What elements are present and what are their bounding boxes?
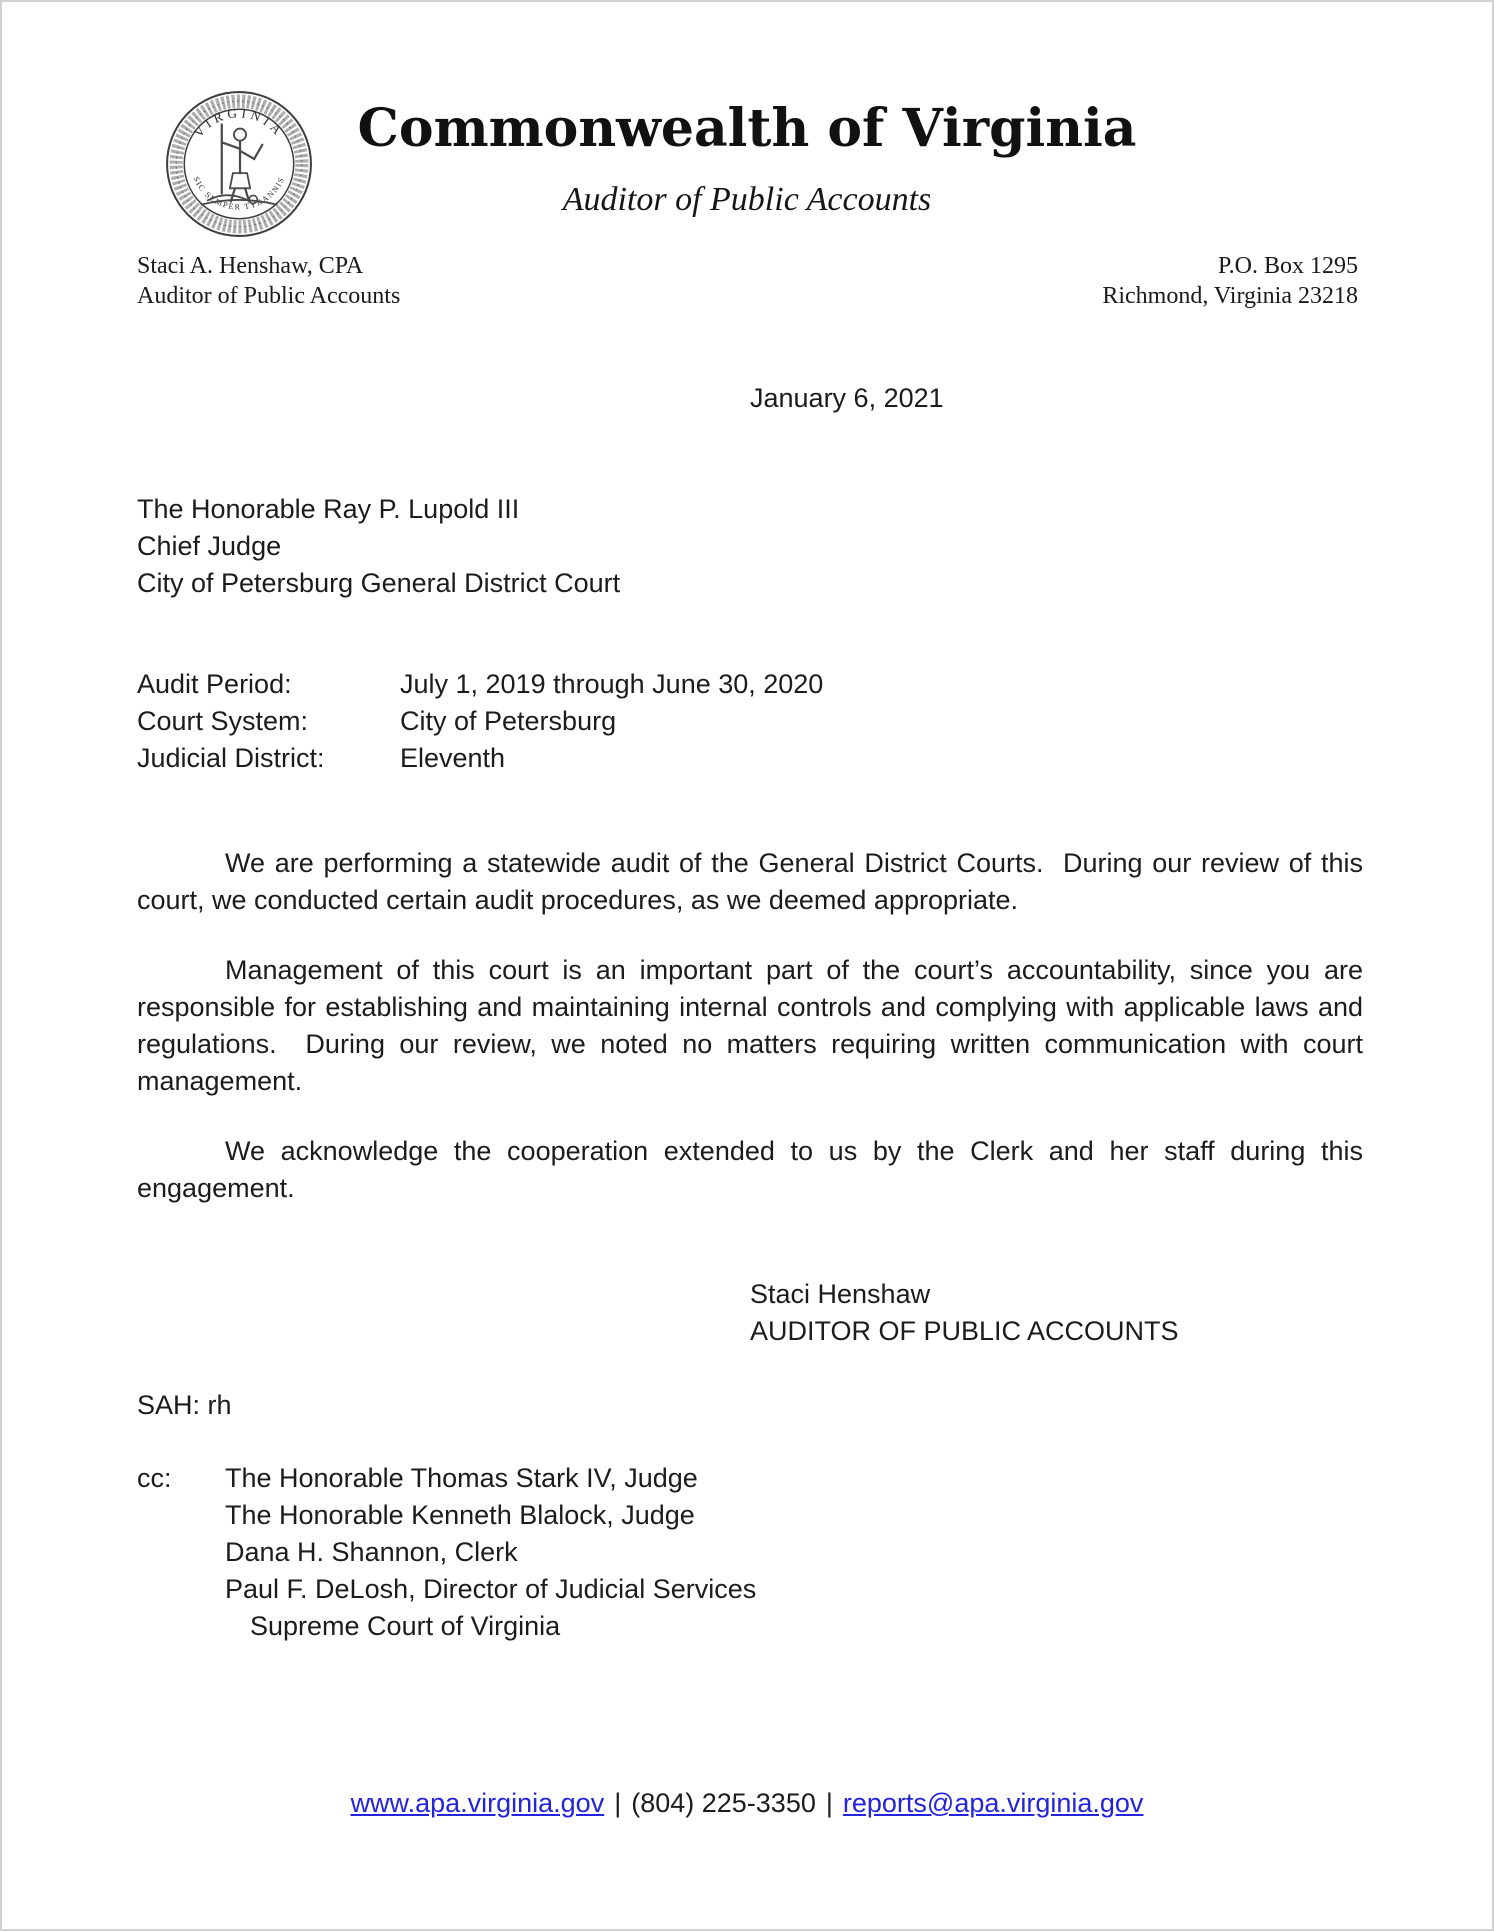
cc-item: The Honorable Kenneth Blalock, Judge [225,1500,695,1530]
phone-number: (804) 225-3350 [631,1788,816,1818]
letter-date: January 6, 2021 [750,383,944,413]
recipient-block [137,491,620,602]
auditor-title: Auditor of Public Accounts [137,283,401,309]
audit-info-table [137,666,823,777]
cc-item: Dana H. Shannon, Clerk [225,1537,518,1567]
contact-footer [2,1788,1492,1819]
cc-label: cc: [137,1463,172,1493]
judicial-district-label: Judicial District: [137,743,325,773]
recipient-title: Chief Judge [137,531,282,561]
reference-initials: SAH: rh [137,1390,232,1420]
cc-item: The Honorable Thomas Stark IV, Judge [225,1463,698,1493]
email-link[interactable]: reports@apa.virginia.gov [842,1788,1144,1818]
body-paragraph: Management of this court is an important part of the court’s accountability, since you are responsible for establishing and maintaining internal controls and complying with applicable laws and regulations. During our review, we noted no matters requiring written communication with court management. [137,955,1371,1096]
recipient-name: The Honorable Ray P. Lupold III [137,494,520,524]
body-paragraph: We acknowledge the cooperation extended to us by the Clerk and her staff during this engagement. [137,1136,1371,1203]
footer-separator: | [825,1788,833,1818]
auditor-name: Staci A. Henshaw, CPA [137,253,364,279]
cc-items [225,1460,756,1645]
cc-item: Supreme Court of Virginia [250,1611,561,1641]
cc-block [137,1460,756,1645]
signature-block [750,1276,1179,1350]
svg-text:VIRGINIA: VIRGINIA [190,105,288,141]
auditor-identity-block [137,251,400,311]
commonwealth-title: Commonwealth of Virginia [357,98,1137,159]
body-paragraph: We are performing a statewide audit of the General District Courts. During our review of this court, we conducted certain audit procedures, as we deemed appropriate. [137,848,1371,915]
agency-subtitle: Auditor of Public Accounts [562,181,932,218]
recipient-organization: City of Petersburg General District Court [137,568,621,598]
cc-item: Paul F. DeLosh, Director of Judicial Services [225,1574,757,1604]
signer-title: AUDITOR OF PUBLIC ACCOUNTS [750,1316,1179,1346]
masthead [2,98,1492,219]
agency-address-block [1102,251,1358,311]
footer-separator: | [614,1788,622,1818]
city-state-zip: Richmond, Virginia 23218 [1102,283,1358,309]
judicial-district-value: Eleventh [400,743,506,773]
website-link[interactable]: www.apa.virginia.gov [350,1788,605,1818]
court-system-label: Court System: [137,706,309,736]
court-system-value: City of Petersburg [400,706,617,736]
svg-text:SIC SEMPER TYRANNIS: SIC SEMPER TYRANNIS [191,175,287,212]
audit-period-label: Audit Period: [137,669,292,699]
signer-name: Staci Henshaw [750,1279,931,1309]
letter-body [137,845,1371,1240]
po-box: P.O. Box 1295 [1217,253,1358,279]
audit-period-value: July 1, 2019 through June 30, 2020 [400,669,824,699]
